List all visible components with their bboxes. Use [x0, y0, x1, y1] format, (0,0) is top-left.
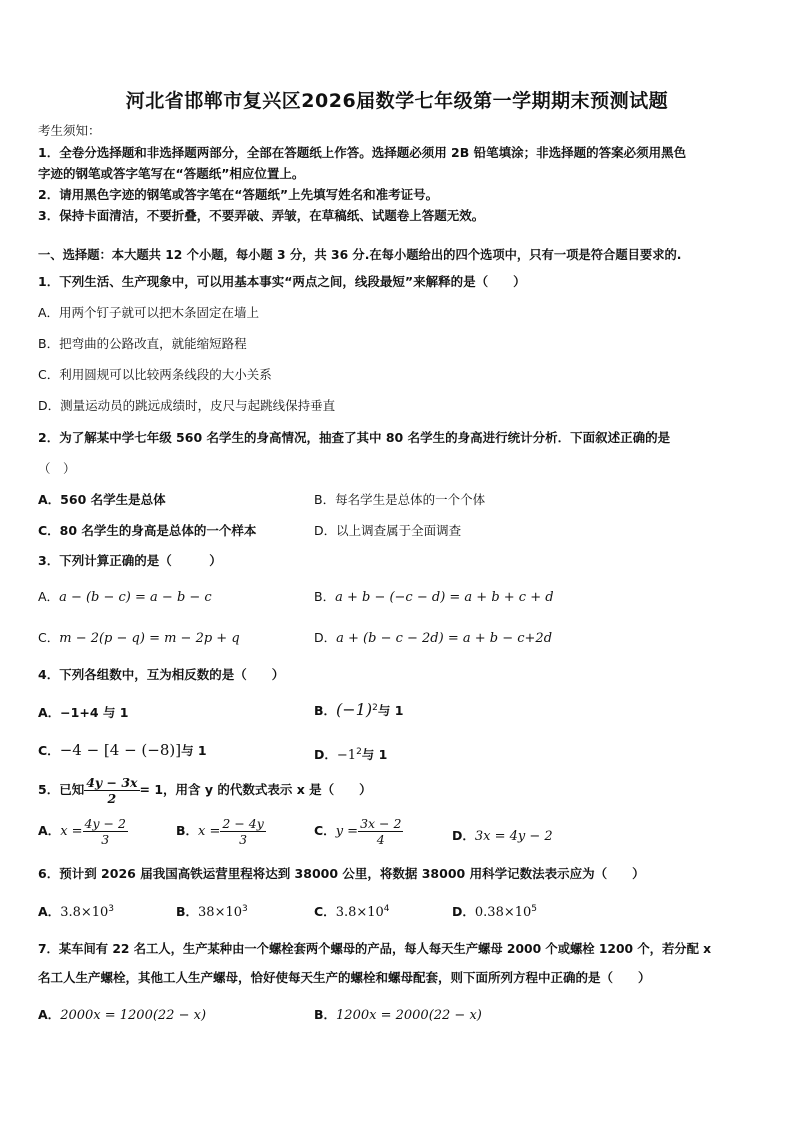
option-label: C． [314, 904, 336, 919]
question-2-stem: 2．为了解某中学七年级 560 名学生的身高情况，抽查了其中 80 名学生的身高进行统计分析．下面叙述正确的是 [38, 430, 671, 445]
option-label: C． [314, 823, 336, 838]
exponent: 2 [356, 746, 362, 757]
section-heading: 一、选择题：本大题共 12 个小题，每小题 3 分，共 36 分.在每小题给出的四个选项中，只有一项是符合题目要求的. [38, 248, 682, 262]
question-6-option-c [314, 902, 390, 920]
math-expression: 2000x = 1200(22 − x) [60, 1008, 207, 1023]
question-2-option-b: B．每名学生是总体的一个个体 [314, 492, 486, 507]
math-expression: 1200x = 2000(22 − x) [336, 1008, 482, 1023]
option-tail: 与 1 [181, 743, 207, 758]
question-3-option-b [314, 587, 554, 605]
math-lhs: y = [335, 824, 359, 839]
option-label: B． [314, 589, 336, 604]
option-label: A． [38, 589, 60, 604]
question-5-option-c [314, 816, 403, 847]
math-expression: a + (b − c − 2d) = a + b − c+2d [336, 631, 553, 646]
option-label: B． [176, 904, 199, 919]
question-1-option-a: A．用两个钉子就可以把木条固定在墙上 [38, 305, 260, 320]
fraction-denominator: 2 [107, 791, 117, 806]
exponent: 5 [531, 903, 538, 914]
option-label: A． [38, 1007, 61, 1022]
question-2-option-a: A．560 名学生是总体 [38, 492, 166, 507]
math-expression: (−1) [336, 700, 373, 719]
stem-suffix: = 1，用含 y 的代数式表示 x 是（ ） [139, 782, 372, 797]
fraction [220, 816, 265, 847]
question-2-option-d: D．以上调查属于全面调查 [314, 523, 462, 538]
math-expression: a + b − (−c − d) = a + b + c + d [335, 590, 554, 605]
math-expression: 3.8×10 [60, 905, 109, 920]
question-6-stem: 6．预计到 2026 届我国高铁运营里程将达到 38000 公里，将数据 38000 用科学记数法表示应为（ ） [38, 866, 645, 881]
fraction [83, 816, 128, 847]
question-7-stem: 7．某车间有 22 名工人，生产某种由一个螺栓套两个螺母的产品，每人每天生产螺母 2000 个或螺栓 1200 个，若分配 x [38, 942, 712, 956]
question-1-stem: 1．下列生活、生产现象中，可以用基本事实“两点之间，线段最短”来解释的是（ ） [38, 274, 526, 289]
notice-heading: 考生须知： [38, 123, 101, 138]
math-lhs: x = [198, 824, 221, 839]
option-label: D． [452, 904, 475, 919]
question-3-stem: 3．下列计算正确的是（ ） [38, 553, 222, 568]
math-expression: a − (b − c) = a − b − c [59, 590, 212, 605]
math-expression: 3x = 4y − 2 [474, 829, 553, 844]
question-6-option-a [38, 902, 114, 920]
option-label: D． [314, 747, 337, 762]
fraction-denominator: 4 [376, 832, 385, 847]
question-4-option-a: A．−1+4 与 1 [38, 705, 129, 720]
fraction-denominator: 3 [101, 832, 110, 847]
question-4-option-b [314, 700, 403, 719]
question-3-option-d [314, 628, 552, 646]
math-expression: −4 − [4 − (−8)] [59, 741, 182, 759]
question-5-stem [38, 775, 372, 806]
question-3-option-a [38, 587, 212, 605]
question-6-option-b [176, 902, 248, 920]
exponent: 4 [383, 903, 390, 914]
question-4-option-d [314, 745, 387, 763]
notice-item-3: 3．保持卡面清洁，不要折叠，不要弄破、弄皱，在草稿纸、试题卷上答题无效。 [38, 208, 485, 223]
question-2-option-c: C．80 名学生的身高是总体的一个样本 [38, 523, 257, 538]
math-expression: 38×10 [198, 905, 243, 920]
option-tail: 与 1 [361, 747, 388, 762]
exponent: 2 [372, 702, 378, 713]
option-label: B． [314, 1007, 337, 1022]
option-tail: 与 1 [377, 703, 404, 718]
question-1-option-d: D．测量运动员的跳远成绩时，皮尺与起跳线保持垂直 [38, 398, 336, 413]
exponent: 3 [108, 903, 115, 914]
math-expression: 3.8×10 [335, 905, 384, 920]
notice-item-1-cont: 字迹的钢笔或答字笔写在“答题纸”相应位置上。 [38, 166, 305, 181]
fraction-numerator: 4y − 2 [84, 816, 126, 831]
question-7-option-a [38, 1005, 206, 1023]
math-lhs: x = [60, 824, 83, 839]
notice-item-1: 1．全卷分选择题和非选择题两部分，全部在答题纸上作答。选择题必须用 2B 铅笔填涂；非选择题的答案必须用黑色 [38, 145, 687, 160]
question-2-paren: （ ） [38, 461, 76, 476]
question-4-option-c [38, 741, 207, 759]
math-expression: 0.38×10 [474, 905, 532, 920]
question-1-option-b: B．把弯曲的公路改直，就能缩短路程 [38, 336, 247, 351]
option-label: A． [38, 823, 61, 838]
math-expression: m − 2(p − q) = m − 2p + q [59, 631, 240, 646]
question-5-option-a [38, 816, 128, 847]
question-5-option-d [452, 826, 553, 844]
question-1-option-c: C．利用圆规可以比较两条线段的大小关系 [38, 367, 272, 382]
fraction-numerator: 3x − 2 [360, 816, 402, 831]
question-5-option-b [176, 816, 266, 847]
question-7-option-b [314, 1005, 482, 1023]
fraction-numerator: 4y − 3x [86, 775, 138, 790]
fraction [84, 775, 139, 806]
stem-prefix: 5．已知 [38, 782, 85, 797]
page-title: 河北省邯郸市复兴区2026届数学七年级第一学期期末预测试题 [125, 90, 669, 112]
option-label: D． [452, 828, 475, 843]
option-label: C． [38, 743, 60, 758]
fraction [358, 816, 403, 847]
option-label: B． [314, 703, 337, 718]
exponent: 3 [242, 903, 248, 914]
question-3-option-c [38, 628, 240, 646]
option-label: C． [38, 630, 60, 645]
math-expression: −1 [336, 748, 357, 763]
fraction-numerator: 2 − 4y [222, 816, 264, 831]
fraction-denominator: 3 [239, 832, 248, 847]
question-6-option-d [452, 902, 537, 920]
option-label: D． [314, 630, 337, 645]
question-7-stem-cont: 名工人生产螺栓，其他工人生产螺母，恰好使每天生产的螺栓和螺母配套，则下面所列方程中正确的是（ ） [38, 970, 651, 985]
question-4-stem: 4．下列各组数中，互为相反数的是（ ） [38, 667, 285, 682]
option-label: A． [38, 904, 61, 919]
option-label: B． [176, 823, 199, 838]
notice-item-2: 2．请用黑色字迹的钢笔或答字笔在“答题纸”上先填写姓名和准考证号。 [38, 187, 439, 202]
